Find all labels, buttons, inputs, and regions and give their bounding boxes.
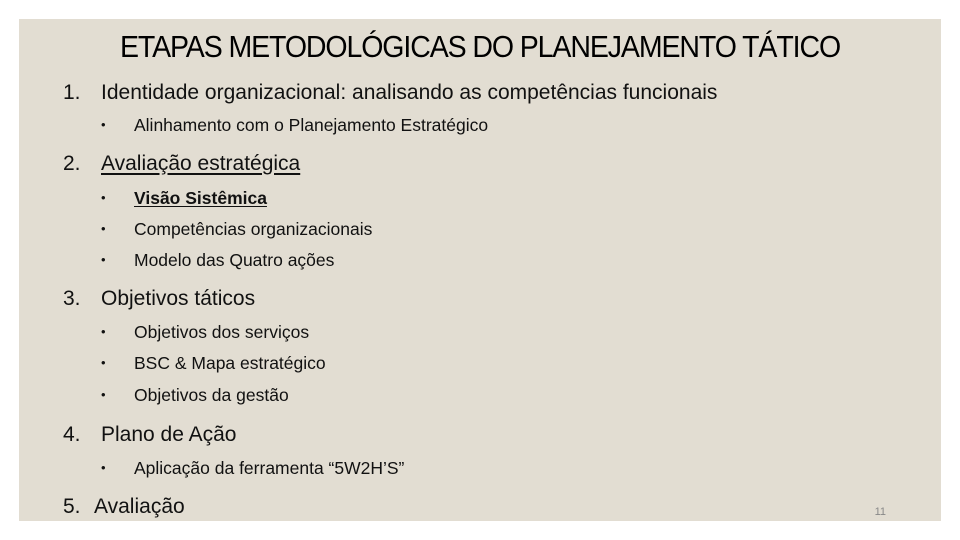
bullet-icon: •	[101, 387, 106, 402]
section-number: 1.	[63, 81, 81, 104]
section-1-item-1	[101, 115, 488, 136]
section-4-item-1	[101, 458, 404, 479]
bullet-icon: •	[101, 117, 106, 132]
item-label: Competências organizacionais	[134, 219, 373, 239]
bullet-icon: •	[101, 221, 106, 236]
section-label: Avaliação estratégica	[101, 152, 301, 175]
section-3-item-2	[101, 353, 326, 374]
item-label: Modelo das Quatro ações	[134, 250, 335, 270]
slide-title: ETAPAS METODOLÓGICAS DO PLANEJAMENTO TÁTICO	[119, 29, 841, 64]
page-number: 11	[874, 506, 886, 518]
item-label: Objetivos da gestão	[134, 385, 289, 405]
section-number: 4.	[63, 423, 81, 446]
slide	[19, 19, 941, 521]
item-label: Visão Sistêmica	[134, 188, 267, 208]
section-3-item-3	[101, 385, 289, 406]
section-number: 5.	[63, 495, 81, 518]
section-number: 3.	[63, 287, 81, 310]
bullet-icon: •	[101, 355, 106, 370]
section-label: Avaliação	[94, 495, 185, 518]
section-3-item-1	[101, 322, 309, 343]
section-2-heading	[63, 152, 300, 176]
section-label: Plano de Ação	[101, 423, 237, 446]
bullet-icon: •	[101, 460, 106, 475]
section-2-item-2	[101, 219, 372, 240]
item-label: Objetivos dos serviços	[134, 322, 310, 342]
section-5-heading	[63, 495, 185, 519]
bullet-icon: •	[101, 324, 106, 339]
bullet-icon: •	[101, 252, 106, 267]
section-label: Objetivos táticos	[101, 287, 256, 310]
section-3-heading	[63, 287, 255, 311]
section-1-heading	[63, 81, 717, 105]
item-label: BSC & Mapa estratégico	[134, 353, 326, 373]
bullet-icon: •	[101, 190, 106, 205]
section-label: Identidade organizacional: analisando as competências funcionais	[101, 81, 718, 104]
item-label: Alinhamento com o Planejamento Estratégico	[134, 115, 489, 135]
section-2-item-3	[101, 250, 334, 271]
section-number: 2.	[63, 152, 81, 175]
section-2-item-1	[101, 188, 267, 209]
section-4-heading	[63, 423, 236, 447]
item-label: Aplicação da ferramenta “5W2H’S”	[134, 458, 405, 478]
